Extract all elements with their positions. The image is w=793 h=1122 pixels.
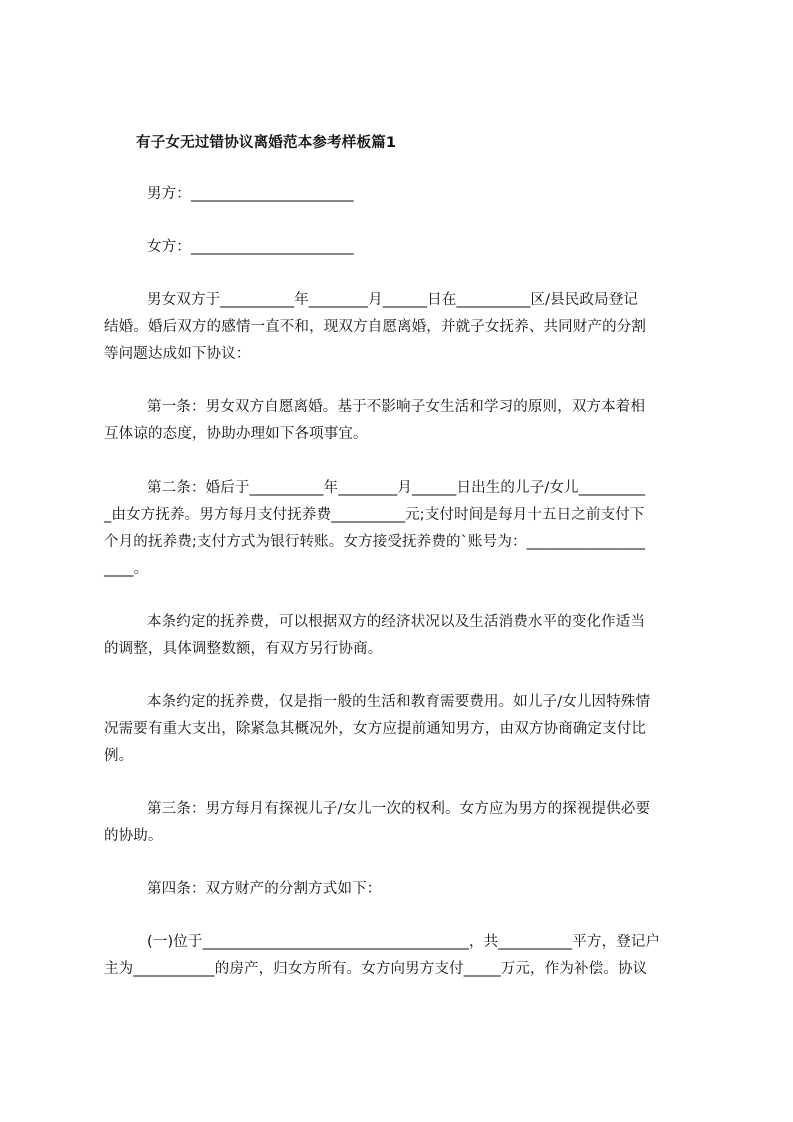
- article-3-line-2: 的协助。: [104, 828, 163, 844]
- paragraph-general-line-1: 本条约定的抚养费，仅是指一般的生活和教育需要费用。如儿子/女儿因特殊情: [147, 694, 651, 710]
- item-1-line-1: (一)位于____________________________________，共__________平方，登记户: [147, 934, 661, 950]
- paragraph-adjust-line-1: 本条约定的抚养费，可以根据双方的经济状况以及生活消费水平的变化作适当: [147, 614, 646, 630]
- article-1-line-2: 互体谅的态度，协助办理如下各项事宜。: [104, 426, 368, 442]
- paragraph-marriage-line-3: 等问题达成如下协议：: [104, 346, 251, 362]
- paragraph-general-line-3: 例。: [104, 748, 134, 764]
- article-3-line-1: 第三条：男方每月有探视儿子/女儿一次的权利。女方应为男方的探视提供必要: [147, 801, 651, 817]
- article-2-line-4: ____。: [104, 561, 149, 577]
- paragraph-general-line-2: 况需要有重大支出，除紧急其概况外，女方应提前通知男方，由双方协商确定支付比: [104, 721, 647, 737]
- paragraph-marriage-line-2: 结婚。婚后双方的感情一直不和，现双方自愿离婚，并就子女抚养、共同财产的分割: [104, 319, 647, 335]
- paragraph-adjust-line-2: 的调整，具体调整数额，有双方另行协商。: [104, 641, 383, 657]
- article-2-line-2: _由女方抚养。男方每月支付抚养费__________元;支付时间是每月十五日之前支付下: [104, 507, 645, 523]
- article-2-line-1: 第二条：婚后于__________年________月______日出生的儿子/女儿_________: [147, 480, 646, 496]
- paragraph-marriage-line-1: 男女双方于__________年________月______日在__________区/县民政局登记: [147, 292, 639, 308]
- article-2-line-3: 个月的抚养费;支付方式为银行转账。女方接受抚养费的`账号为：________________: [104, 534, 646, 550]
- article-1-line-1: 第一条：男女双方自愿离婚。基于不影响子女生活和学习的原则，双方本着相: [147, 399, 646, 415]
- item-1-line-2: 主为___________的房产，归女方所有。女方向男方支付_____万元，作为补偿。协议: [104, 961, 648, 977]
- document-title: 有子女无过错协议离婚范本参考样板篇1: [136, 135, 397, 151]
- article-4-heading: 第四条：双方财产的分割方式如下：: [147, 881, 382, 897]
- party-male-line: 男方：______________________: [147, 186, 354, 202]
- party-female-line: 女方：______________________: [147, 239, 354, 255]
